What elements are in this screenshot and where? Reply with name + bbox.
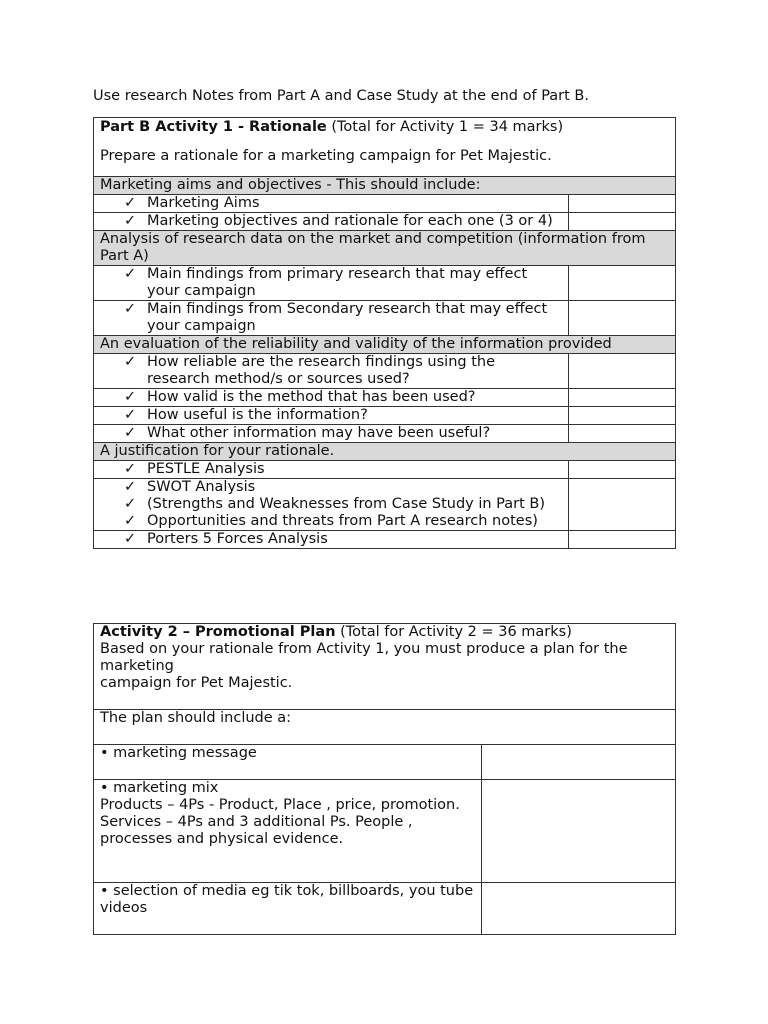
section-heading: Analysis of research data on the market and competition (information from Part A) xyxy=(94,231,676,266)
checklist-text: ✓ (Strengths and Weaknesses from Case Study in Part B) xyxy=(124,496,562,513)
activity1-table xyxy=(93,117,676,549)
activity1-header xyxy=(94,118,676,177)
plan-intro: The plan should include a: xyxy=(94,710,676,745)
answer-cell xyxy=(482,780,676,883)
answer-cell xyxy=(569,389,676,407)
answer-cell xyxy=(569,213,676,231)
plan-item-mix-services: Services – 4Ps and 3 additional Ps. People , processes and physical evidence. xyxy=(100,814,413,847)
checklist-item xyxy=(94,461,569,479)
checklist-text: ✓ Marketing objectives and rationale for each one (3 or 4) xyxy=(124,213,562,230)
answer-cell xyxy=(482,745,676,780)
plan-item-mix-title: • marketing mix xyxy=(100,780,219,796)
activity2-desc-line2: campaign for Pet Majestic. xyxy=(100,675,293,691)
activity1-marks: (Total for Activity 1 = 34 marks) xyxy=(326,119,564,135)
checklist-item xyxy=(94,479,569,531)
checklist-text: ✓ Main findings from Secondary research that may effect your campaign xyxy=(124,301,562,335)
answer-cell xyxy=(569,407,676,425)
checklist-text: ✓ Marketing Aims xyxy=(124,195,562,212)
checklist-item xyxy=(94,195,569,213)
answer-cell xyxy=(569,425,676,443)
checklist-item xyxy=(94,266,569,301)
checklist-item xyxy=(94,389,569,407)
checklist-item xyxy=(94,531,569,549)
answer-cell xyxy=(569,266,676,301)
activity2-header xyxy=(94,624,676,710)
section-heading: An evaluation of the reliability and validity of the information provided xyxy=(94,336,676,354)
checklist-item xyxy=(94,407,569,425)
checklist-item xyxy=(94,213,569,231)
answer-cell xyxy=(482,883,676,935)
answer-cell xyxy=(569,354,676,389)
activity1-instruction: Prepare a rationale for a marketing campaign for Pet Majestic. xyxy=(100,148,552,164)
checklist-text: ✓ How valid is the method that has been used? xyxy=(124,389,562,406)
section-heading: Marketing aims and objectives - This should include: xyxy=(94,177,676,195)
checklist-text: ✓ What other information may have been useful? xyxy=(124,425,562,442)
answer-cell xyxy=(569,531,676,549)
activity1-title: Part B Activity 1 - Rationale xyxy=(100,119,327,135)
checklist-item xyxy=(94,425,569,443)
plan-item-mix xyxy=(94,780,482,883)
activity2-table xyxy=(93,623,676,935)
activity2-desc-line1: Based on your rationale from Activity 1, you must produce a plan for the marketing xyxy=(100,641,628,674)
activity2-title: Activity 2 – Promotional Plan xyxy=(100,624,336,640)
activity2-marks: (Total for Activity 2 = 36 marks) xyxy=(335,624,572,640)
checklist-item xyxy=(94,354,569,389)
section-heading: A justification for your rationale. xyxy=(94,443,676,461)
checklist-text: ✓ Opportunities and threats from Part A research notes) xyxy=(124,513,562,530)
answer-cell xyxy=(569,461,676,479)
intro-text: Use research Notes from Part A and Case Study at the end of Part B. xyxy=(93,88,589,104)
checklist-item xyxy=(94,301,569,336)
plan-item-mix-products: Products – 4Ps - Product, Place , price, promotion. xyxy=(100,797,460,813)
answer-cell xyxy=(569,195,676,213)
checklist-text: ✓ How reliable are the research findings using the research method/s or sources used? xyxy=(124,354,562,388)
checklist-text: ✓ How useful is the information? xyxy=(124,407,562,424)
checklist-text: ✓ Porters 5 Forces Analysis xyxy=(124,531,562,548)
answer-cell xyxy=(569,301,676,336)
checklist-text: ✓ PESTLE Analysis xyxy=(124,461,562,478)
checklist-text: ✓ SWOT Analysis xyxy=(124,479,562,496)
answer-cell xyxy=(569,479,676,531)
checklist-text: ✓ Main findings from primary research that may effect your campaign xyxy=(124,266,562,300)
plan-item-message: • marketing message xyxy=(94,745,482,780)
plan-item-media: • selection of media eg tik tok, billboards, you tube videos xyxy=(94,883,482,935)
